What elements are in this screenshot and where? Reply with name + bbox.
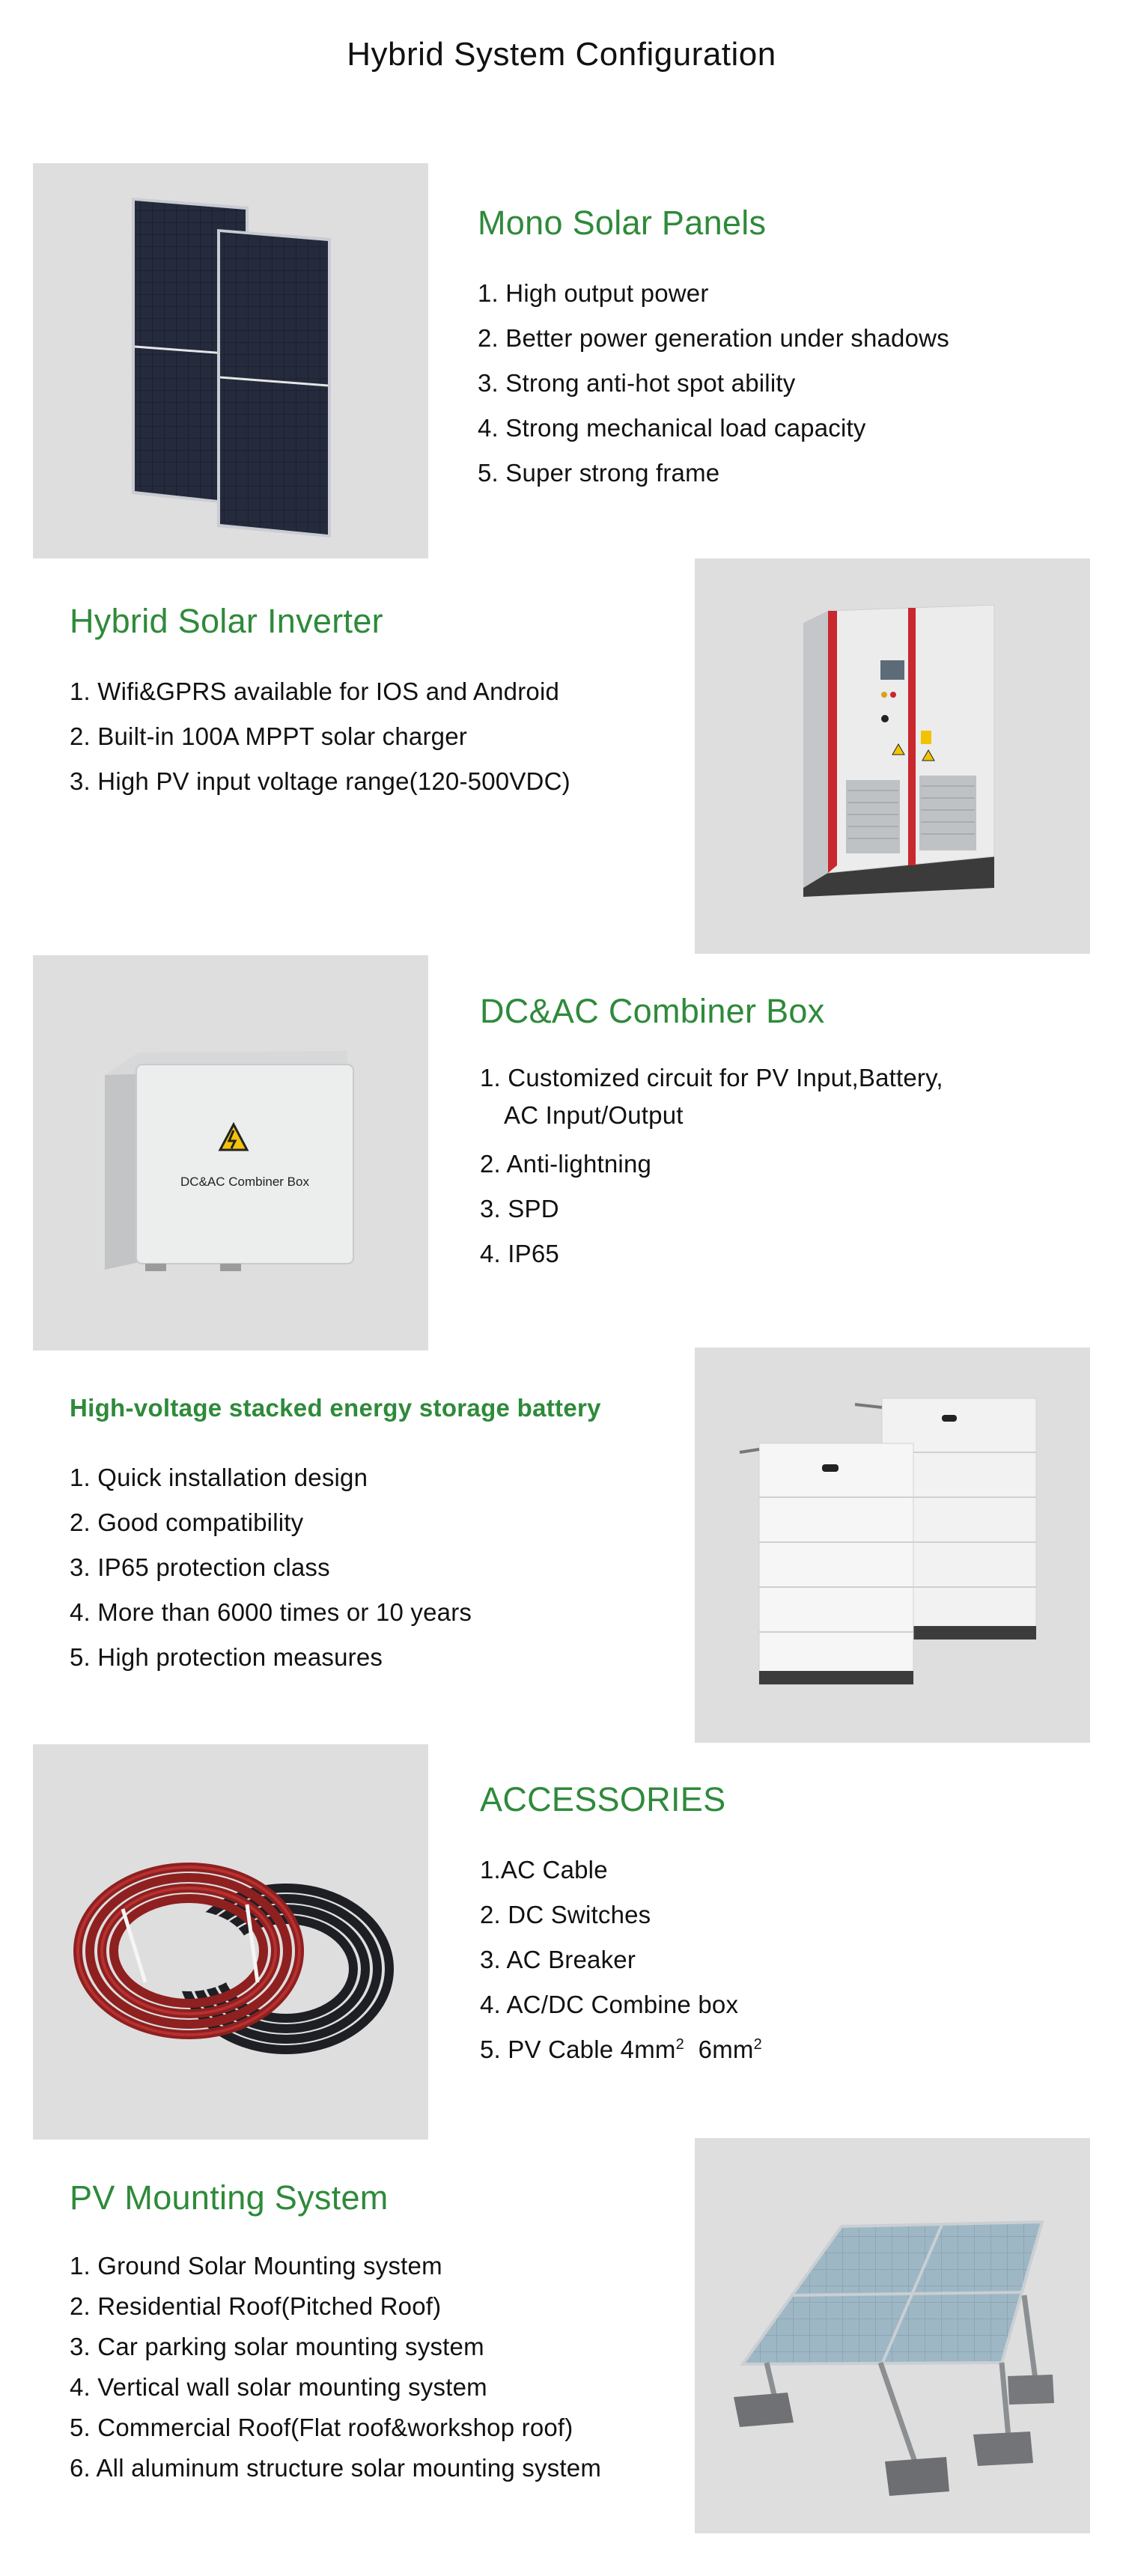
list-item: 4. Strong mechanical load capacity (478, 414, 866, 442)
list-item: 2. Anti-lightning (480, 1150, 652, 1178)
combiner-box-image (33, 955, 428, 1351)
list-item: 6. All aluminum structure solar mounting system (70, 2454, 602, 2482)
section-title: ACCESSORIES (480, 1780, 726, 1818)
page-title: Hybrid System Configuration (347, 36, 776, 73)
list-item: 3. SPD (480, 1195, 559, 1222)
list-item: 5. Commercial Roof(Flat roof&workshop roof) (70, 2414, 573, 2441)
list-item: 2. Better power generation under shadows (478, 324, 949, 352)
section-title: PV Mounting System (70, 2178, 389, 2217)
list-item: 3. Car parking solar mounting system (70, 2333, 484, 2360)
list-item: 1.AC Cable (480, 1856, 608, 1884)
list-item: 5. High protection measures (70, 1643, 383, 1671)
section-title: Hybrid Solar Inverter (70, 602, 383, 640)
list-item: 2. Residential Roof(Pitched Roof) (70, 2292, 442, 2320)
pv-cable-text: 5. PV Cable 4mm (480, 2035, 676, 2063)
list-item: 5. Super strong frame (478, 459, 720, 487)
list-item: 4. IP65 (480, 1240, 559, 1267)
pv-cable-text-2: 6mm (684, 2035, 754, 2063)
hybrid-inverter-image (695, 558, 1090, 954)
list-item: 1. Wifi&GPRS available for IOS and Android (70, 678, 560, 705)
list-item: 3. Strong anti-hot spot ability (478, 369, 796, 397)
section-title: Mono Solar Panels (478, 204, 767, 242)
list-item: 3. High PV input voltage range(120-500VDC) (70, 767, 570, 795)
list-item: 2. Good compatibility (70, 1508, 304, 1536)
list-item: 1. Quick installation design (70, 1464, 368, 1491)
list-item: 4. More than 6000 times or 10 years (70, 1598, 472, 1626)
battery-image (695, 1348, 1090, 1743)
list-item: 1. High output power (478, 279, 709, 307)
section-accessories (480, 1780, 762, 2072)
list-item: 1. Ground Solar Mounting system (70, 2252, 442, 2280)
section-battery (70, 1394, 601, 1680)
section-title: DC&AC Combiner Box (480, 992, 825, 1030)
superscript: 2 (675, 2036, 684, 2053)
list-item (480, 2027, 762, 2072)
combiner-box-label: DC&AC Combiner Box (180, 1175, 309, 1189)
list-item-continuation: AC Input/Output (504, 1101, 684, 1129)
pv-mounting-image (695, 2138, 1090, 2533)
superscript: 2 (753, 2036, 762, 2053)
accessories-cable-image (33, 1744, 428, 2140)
section-pv-mounting (70, 2178, 601, 2488)
section-hybrid-solar-inverter (70, 602, 570, 804)
list-item: 4. AC/DC Combine box (480, 1991, 739, 2018)
list-item: 2. DC Switches (480, 1901, 651, 1928)
list-item (480, 1059, 943, 1134)
list-item-line: 1. Customized circuit for PV Input,Battery, (480, 1064, 943, 1091)
list-item: 3. AC Breaker (480, 1946, 636, 1973)
list-item: 3. IP65 protection class (70, 1553, 330, 1581)
section-title: High-voltage stacked energy storage battery (70, 1394, 601, 1422)
section-combiner-box (480, 992, 943, 1276)
list-item: 4. Vertical wall solar mounting system (70, 2373, 487, 2401)
list-item: 2. Built-in 100A MPPT solar charger (70, 722, 467, 750)
solar-panels-image (33, 163, 428, 558)
section-mono-solar-panels (478, 204, 949, 496)
